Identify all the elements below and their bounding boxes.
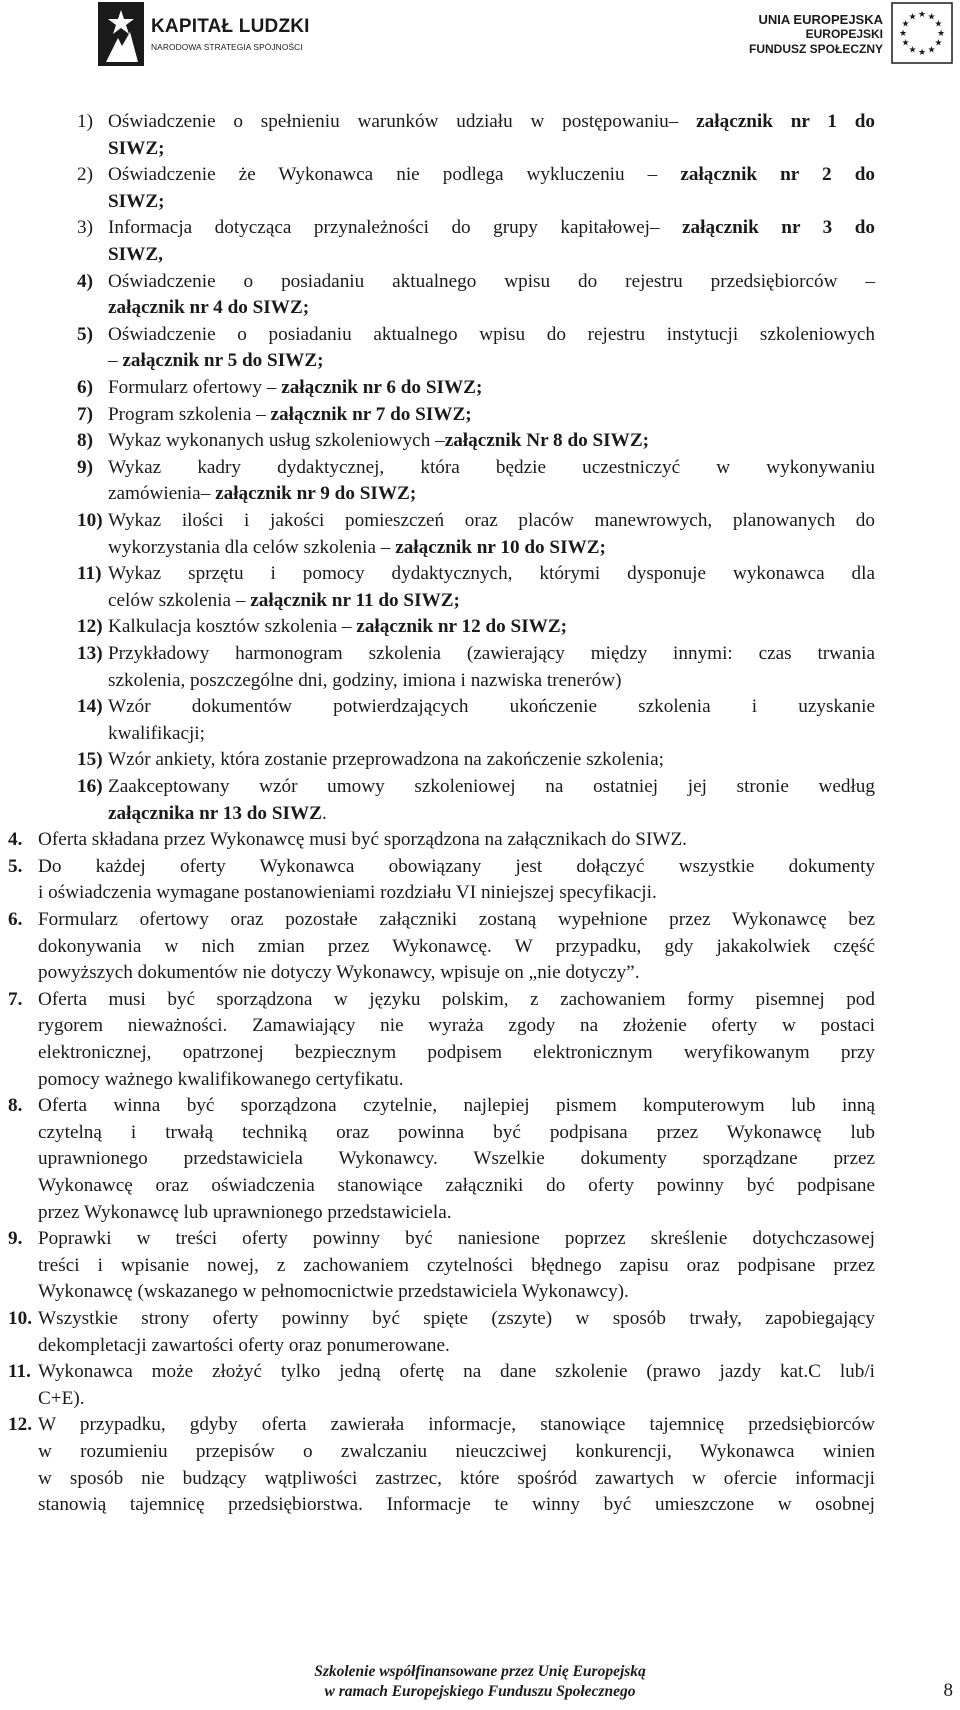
attachment-number [77,161,107,189]
attachment-line [108,800,875,828]
section-line [38,1066,875,1094]
section-number-text: 6. [8,909,23,930]
attachment-line [108,693,875,721]
section-text: Oferta winna być sporządzona czytelnie, najlepiej pismem komputerowym lub inną [38,1095,875,1117]
section-text: czytelną i trwałą techniką oraz powinna być podpisana przez Wykonawcę lub [38,1121,875,1143]
attachment-reference: załącznik nr 4 do SIWZ; [108,297,310,319]
attachment-number-text: 14) [77,696,103,718]
attachment-number-text: 3) [77,217,93,239]
section-number [8,853,38,881]
section-text: Do każdej oferty Wykonawca obowiązany jest dołączyć wszystkie dokumenty [38,855,875,877]
attachment-number-text: 5) [77,323,93,345]
attachment-line [108,560,875,588]
section-number [8,986,38,1014]
eu-line1: UNIA EUROPEJSKA [758,12,883,27]
attachment-reference: załącznika nr 13 do SIWZ [108,802,322,824]
attachment-text: Informacja dotycząca przynależności do grupy kapitałowej– [108,217,683,239]
footer-line2: w ramach Europejskiego Funduszu Społecznego [324,1683,636,1700]
attachment-text: . [321,802,327,824]
attachment-number-text: 9) [77,456,93,478]
attachment-reference: SIWZ; [108,190,165,212]
section-line [38,1039,875,1067]
attachment-line [108,746,875,774]
section-line [38,879,875,907]
eu-star-icon: ★ [917,47,927,57]
attachment-text: Wzór ankiety, która zostanie przeprowadzona na zakończenie szkolenia; [108,749,664,771]
attachment-reference: załącznik nr 1 do [696,111,875,132]
attachment-reference: załącznik nr 12 do SIWZ; [356,616,568,638]
attachment-text: kwalifikacji; [108,722,205,744]
attachment-text: Oświadczenie o posiadaniu aktualnego wpisu do rejestru przedsiębiorców – [108,270,875,292]
section-line [38,959,875,987]
attachment-line [108,214,875,242]
eu-star-icon: ★ [898,28,908,38]
attachment-text: Wykaz sprzętu i pomocy dydaktycznych, którymi dysponuje wykonawca dla [108,563,875,585]
eu-star-icon: ★ [927,44,936,55]
section-line [38,1278,875,1306]
kapital-ludzki-subtitle: NARODOWA STRATEGIA SPÓJNOŚCI [151,42,303,52]
attachment-line [108,401,875,429]
attachment-reference: załącznik nr 3 do [682,217,875,239]
section-number [8,1225,38,1253]
section-number [8,1092,38,1120]
section-text: w rozumieniu przepisów o zwalczaniu nieuczciwej konkurencji, Wykonawca winien [38,1441,875,1462]
section-line [38,906,875,934]
kapital-ludzki-title: KAPITAŁ LUDZKI [151,16,310,37]
section-text: powyższych dokumentów nie dotyczy Wykonawcy, wpisuje on „nie dotyczy”. [38,962,640,984]
section-line [38,1385,875,1413]
attachment-number [77,321,107,349]
section-number [8,1358,38,1386]
attachment-text: Program szkolenia – [108,403,271,425]
section-number [8,1305,38,1333]
section-text: Oferta składana przez Wykonawcę musi być sporządzona na załącznikach do SIWZ. [38,829,687,851]
attachment-line [108,587,875,615]
attachment-number [77,746,107,774]
attachment-number [77,268,107,296]
section-text: Formularz ofertowy oraz pozostałe załączniki zostaną wypełnione przez Wykonawcę bez [38,909,875,930]
section-line [38,853,875,881]
section-text: uprawnionego przedstawiciela Wykonawcy. Wszelkie dokumenty sporządzane przez [38,1148,875,1170]
attachment-text: szkolenia, poszczególne dni, godziny, imiona i nazwiska trenerów) [108,669,622,691]
attachment-reference: załącznik nr 2 do [680,164,875,186]
attachment-number-text: 7) [77,403,93,425]
section-line [38,1092,875,1120]
attachment-reference: załącznik nr 11 do SIWZ; [250,589,460,611]
attachment-number-text: 1) [77,111,93,132]
attachment-reference: załącznik nr 6 do SIWZ; [281,377,483,398]
attachment-number [77,613,107,641]
attachment-line [108,294,875,322]
attachment-number-text: 15) [77,749,103,771]
attachment-number [77,374,107,402]
attachment-number-text: 2) [77,164,93,186]
attachment-line [108,454,875,482]
section-line [38,1358,875,1386]
section-text: przez Wykonawcę lub uprawnionego przedstawiciela. [38,1201,452,1223]
attachment-line [108,480,875,508]
section-line [38,986,875,1014]
section-number-text: 10. [8,1308,32,1329]
attachment-line [108,321,875,349]
attachment-line [108,720,875,748]
attachment-number-text: 4) [77,270,93,292]
footer [0,1662,960,1702]
attachment-text: – [108,350,123,372]
attachment-line [108,773,875,801]
section-line [38,1012,875,1040]
section-line [38,1252,875,1280]
attachment-line [108,347,875,375]
footer-line1: Szkolenie współfinansowane przez Unię Europejską [314,1663,646,1680]
attachment-number-text: 6) [77,377,93,398]
attachment-line [108,135,875,163]
section-text: Wszystkie strony oferty powinny być spięte (zszyte) w sposób trwały, zapobiegający [38,1308,875,1329]
attachment-number [77,214,107,242]
attachment-text: Wzór dokumentów potwierdzających ukończenie szkolenia i uzyskanie [108,696,875,718]
attachment-number-text: 12) [77,616,103,638]
eu-line2: EUROPEJSKI [805,27,883,41]
attachment-reference: załącznik nr 10 do SIWZ; [395,536,606,558]
attachment-number [77,693,107,721]
section-text: dekompletacji zawartości oferty oraz ponumerowane. [38,1334,450,1356]
section-line [38,1491,875,1519]
eu-star-icon: ★ [908,44,917,55]
attachment-line [108,374,875,402]
attachment-number [77,427,107,455]
eu-line3: FUNDUSZ SPOŁECZNY [748,42,883,56]
section-text: W przypadku, gdyby oferta zawierała informacje, stanowiące tajemnicę przedsiębiorców [38,1414,875,1436]
section-number-text: 8. [8,1095,23,1117]
attachment-reference: SIWZ; [108,137,165,159]
attachment-reference: SIWZ, [108,244,163,265]
attachment-number-text: 8) [77,430,93,452]
section-text: Poprawki w treści oferty powinny być naniesione poprzez skreślenie dotychczasowej [38,1228,875,1250]
section-number-text: 11. [8,1361,31,1383]
section-line [38,1119,875,1147]
section-text: Wykonawca może złożyć tylko jedną ofertę na dane szkolenie (prawo jazdy kat.C lub/i [38,1361,875,1383]
attachment-text: Wykaz ilości i jakości pomieszczeń oraz placów manewrowych, planowanych do [108,510,875,531]
attachment-line [108,241,875,269]
section-number [8,826,38,854]
attachment-line [108,108,875,136]
attachment-number [77,108,107,136]
attachment-reference: załącznik Nr 8 do SIWZ; [444,430,650,452]
attachment-text: wykorzystania dla celów szkolenia – [108,536,396,558]
section-text: C+E). [38,1387,85,1409]
attachment-line [108,613,875,641]
attachment-line [108,188,875,216]
section-line [38,1199,875,1227]
attachment-number-text: 13) [77,643,103,664]
section-text: elektronicznej, opatrzonej bezpiecznym podpisem elektronicznym weryfikowanym przy [38,1042,875,1063]
eu-star-icon: ★ [901,37,910,48]
section-text: treści i wpisanie nowej, z zachowaniem czytelności błędnego zapisu oraz podpisane przez [38,1254,875,1276]
section-number-text: 4. [8,829,23,851]
attachment-text: Przykładowy harmonogram szkolenia (zawierający między innymi: czas trwania [108,643,875,664]
section-text: pomocy ważnego kwalifikowanego certyfikatu. [38,1068,404,1090]
eu-star-icon: ★ [934,18,943,29]
attachment-number [77,454,107,482]
section-line [38,1225,875,1253]
section-line [38,933,875,961]
attachment-reference: załącznik nr 9 do SIWZ; [215,483,417,505]
attachment-text: Wykaz kadry dydaktycznej, która będzie uczestniczyć w wykonywaniu [108,456,875,478]
attachment-text: Oświadczenie o spełnieniu warunków udziału w postępowaniu– [108,111,697,132]
attachment-text: Formularz ofertowy – [108,377,282,398]
eu-star-icon: ★ [934,37,943,48]
section-number [8,906,38,934]
attachment-text: Zaakceptowany wzór umowy szkoleniowej na ostatniej jej stronie według [108,776,875,797]
section-line [38,826,875,854]
attachment-text: Wykaz wykonanych usług szkoleniowych – [108,430,445,452]
section-text: i oświadczenia wymagane postanowieniami rozdziału VI niniejszej specyfikacji. [38,882,657,904]
attachment-reference: załącznik nr 7 do SIWZ; [270,403,472,425]
attachment-number [77,773,107,801]
attachment-number-text: 16) [77,776,103,797]
attachment-line [108,507,875,535]
section-line [38,1145,875,1173]
attachment-number [77,560,107,588]
attachment-line [108,534,875,562]
eu-star-icon: ★ [908,11,917,22]
eu-star-icon: ★ [927,11,936,22]
attachment-text: Oświadczenie że Wykonawca nie podlega wykluczeniu – [108,164,681,186]
section-line [38,1332,875,1360]
section-number-text: 7. [8,988,23,1010]
section-text: dokonywania w nich zmian przez Wykonawcę. W przypadku, gdy jakakolwiek część [38,935,875,957]
section-text: Wykonawcę (wskazanego w pełnomocnictwie przedstawiciela Wykonawcy). [38,1281,629,1303]
eu-star-icon: ★ [901,18,910,29]
section-text: w sposób nie budzący wątpliwości zastrzec, które spośród zawartych w ofercie informacji [38,1467,875,1489]
section-number [8,1411,38,1439]
eu-star-icon: ★ [917,9,927,19]
attachment-number [77,507,107,535]
attachment-line [108,667,875,695]
section-line [38,1465,875,1493]
attachment-reference: załącznik nr 5 do SIWZ; [122,350,324,372]
section-number-text: 5. [8,855,23,877]
attachment-number [77,401,107,429]
attachment-text: Oświadczenie o posiadaniu aktualnego wpisu do rejestru instytucji szkoleniowych [108,323,875,345]
section-text: Oferta musi być sporządzona w języku polskim, z zachowaniem formy pisemnej pod [38,988,875,1010]
section-text: rygorem nieważności. Zamawiający nie wyraża zgody na złożenie oferty w postaci [38,1015,875,1037]
section-line [38,1172,875,1200]
section-line [38,1411,875,1439]
attachment-line [108,161,875,189]
section-number-text: 9. [8,1228,23,1250]
section-number-text: 12. [8,1414,32,1436]
attachment-number-text: 10) [77,510,103,531]
attachment-number [77,640,107,668]
eu-star-icon: ★ [936,28,946,38]
attachment-text: celów szkolenia – [108,589,251,611]
attachment-text: zamówienia– [108,483,216,505]
section-text: Wykonawcę oraz oświadczenia stanowiące załączniki do oferty powinny być podpisane [38,1175,875,1196]
section-line [38,1305,875,1333]
page-number: 8 [943,1680,953,1701]
attachment-line [108,427,875,455]
section-text: stanowią tajemnicę przedsiębiorstwa. Informacje te winny być umieszczone w osobnej [38,1494,875,1516]
attachment-line [108,640,875,668]
attachment-line [108,268,875,296]
section-line [38,1438,875,1466]
attachment-text: Kalkulacja kosztów szkolenia – [108,616,357,638]
attachment-number-text: 11) [77,563,102,585]
